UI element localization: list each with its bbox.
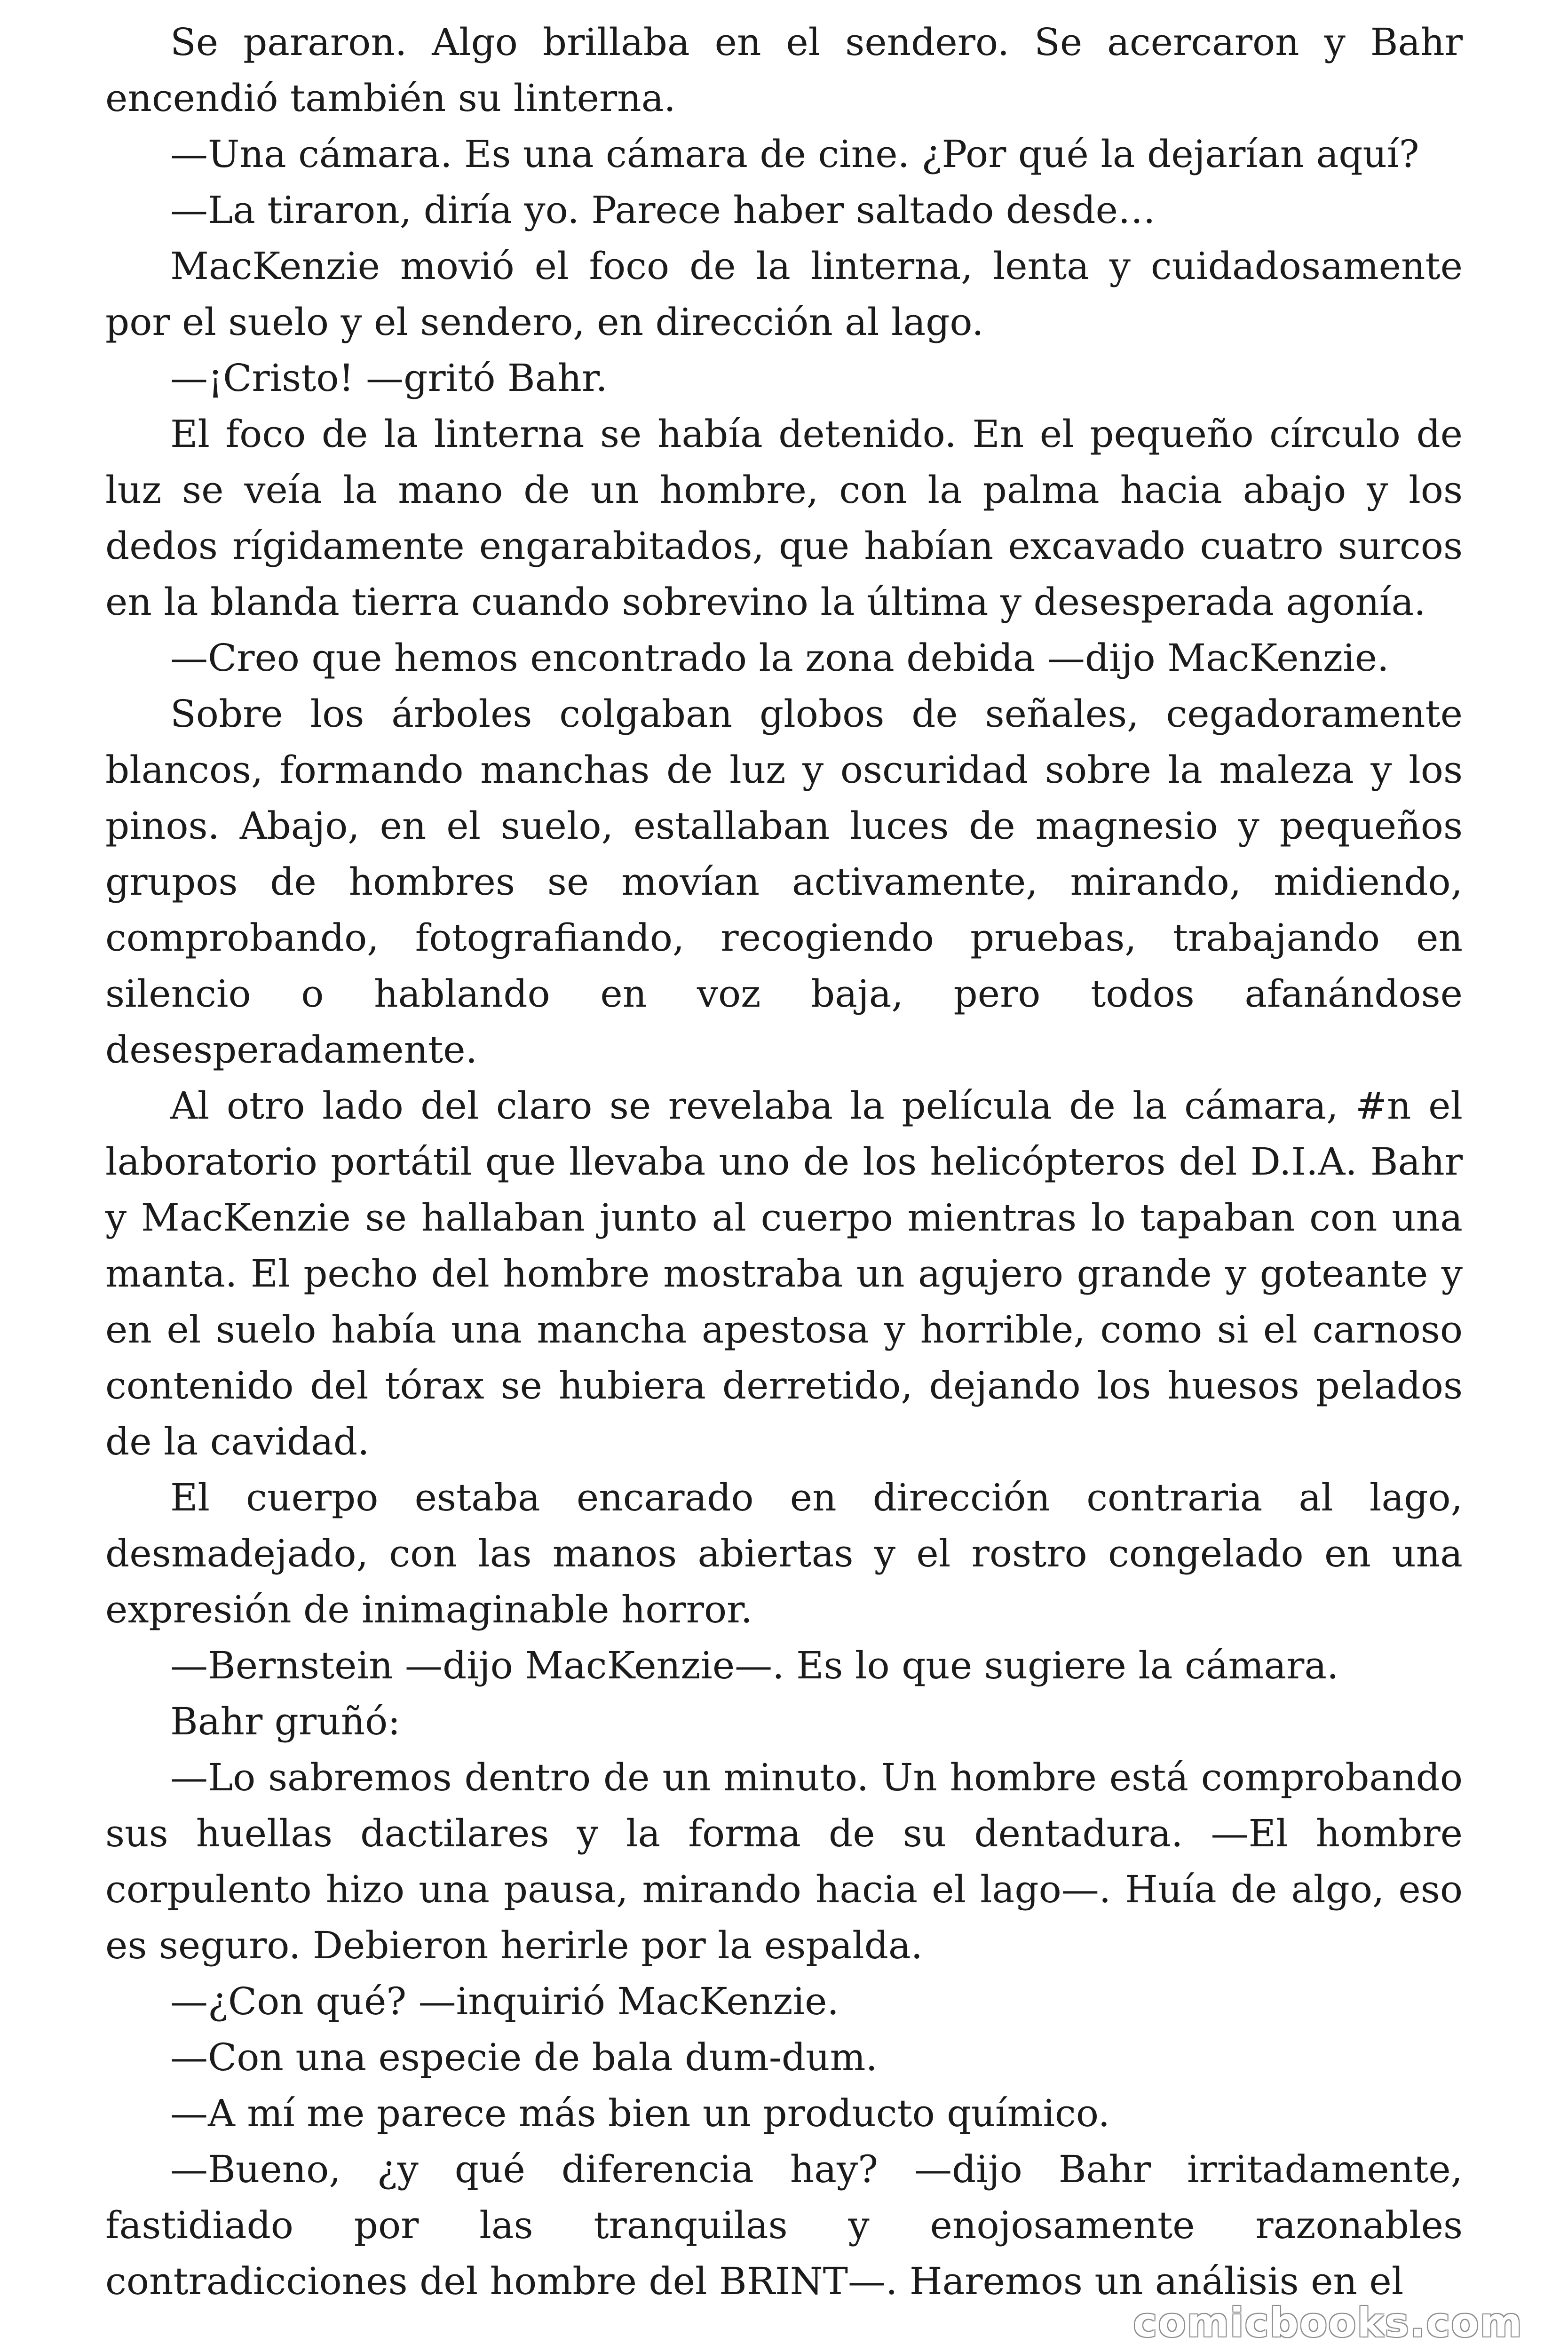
paragraph: —Con una especie de bala dum-dum. [170, 2035, 878, 2079]
paragraph: —Bernstein —dijo MacKenzie—. Es lo que sugiere la cámara. [170, 1644, 1339, 1687]
paragraph: Al otro lado del claro se revelaba la película de la cámara, #n el laboratorio portátil que llevaba uno de los helicópteros del D.I.A. Bahr y MacKenzie se hallaban junto al cuerpo mientras lo tapaban con una manta. El pecho del hombre mostraba un agujero grande y goteante y en el suelo había una mancha apestosa y horrible, como si el carnoso contenido del tórax se hubiera derretido, dejando los huesos pelados de la cavidad. [105, 1084, 1463, 1463]
watermark-logo: comicbooks.com [1133, 2299, 1523, 2346]
paragraph: Bahr gruñó: [170, 1700, 401, 1743]
book-page-text [105, 14, 1463, 2309]
paragraph: El cuerpo estaba encarado en dirección contraria al lago, desmadejado, con las manos abiertas y el rostro congelado en una expresión de inimaginable horror. [105, 1476, 1463, 1631]
paragraph: —A mí me parece más bien un producto químico. [170, 2091, 1110, 2135]
paragraph: —La tiraron, diría yo. Parece haber saltado desde… [170, 188, 1156, 232]
paragraph: —Bueno, ¿y qué diferencia hay? —dijo Bahr irritadamente, fastidiado por las tranquilas y enojosamente razonables contradicciones del hombre del BRINT—. Haremos un análisis en el [105, 2147, 1463, 2303]
paragraph: —¡Cristo! —gritó Bahr. [170, 356, 608, 400]
paragraph: MacKenzie movió el foco de la linterna, lenta y cuidadosamente por el suelo y el sendero, en dirección al lago. [105, 244, 1463, 344]
paragraph: —Lo sabremos dentro de un minuto. Un hombre está comprobando sus huellas dactilares y la forma de su dentadura. —El hombre corpulento hizo una pausa, mirando hacia el lago—. Huía de algo, eso es seguro. Debieron herirle por la espalda. [105, 1756, 1463, 1967]
paragraph: Se pararon. Algo brillaba en el sendero. Se acercaron y Bahr encendió también su linterna. [105, 20, 1463, 120]
paragraph: —¿Con qué? —inquirió MacKenzie. [170, 1979, 839, 2023]
paragraph: El foco de la linterna se había detenido. En el pequeño círculo de luz se veía la mano de un hombre, con la palma hacia abajo y los dedos rígidamente engarabitados, que habían excavado cuatro surcos en la blanda tierra cuando sobrevino la última y desesperada agonía. [105, 412, 1463, 624]
paragraph: —Una cámara. Es una cámara de cine. ¿Por qué la dejarían aquí? [170, 132, 1419, 176]
paragraph: —Creo que hemos encontrado la zona debida —dijo MacKenzie. [170, 636, 1389, 680]
paragraph: Sobre los árboles colgaban globos de señales, cegadoramente blancos, formando manchas de luz y oscuridad sobre la maleza y los pinos. Abajo, en el suelo, estallaban luces de magnesio y pequeños grupos de hombres se movían activamente, mirando, midiendo, comprobando, fotografiando, recogiendo pruebas, trabajando en silencio o hablando en voz baja, pero todos afanándose desesperadamente. [105, 692, 1463, 1072]
